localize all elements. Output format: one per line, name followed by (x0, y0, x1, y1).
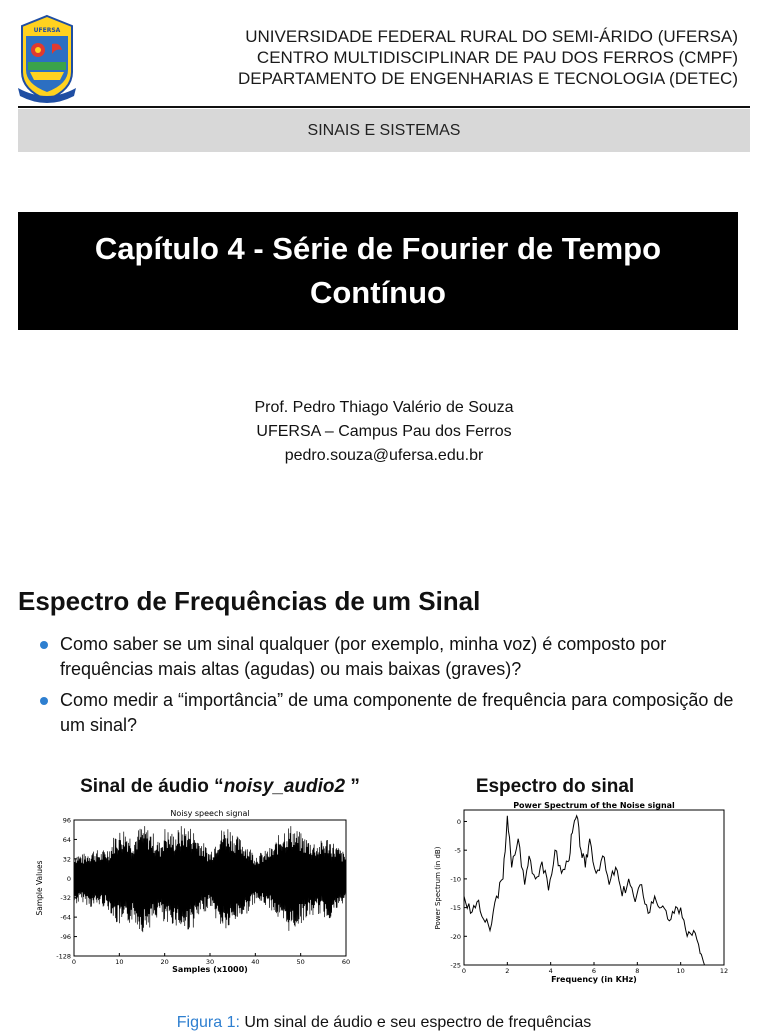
institution-line: UNIVERSIDADE FEDERAL RURAL DO SEMI-ÁRIDO (UFERSA) (245, 27, 738, 46)
figure-caption (0, 1014, 768, 1032)
x-tick-label: 60 (341, 958, 351, 966)
course-bar (18, 109, 750, 152)
figure-left-heading (30, 776, 410, 798)
institution-line: CENTRO MULTIDISCIPLINAR DE PAU DOS FERROS (CMPF) (256, 48, 738, 67)
x-tick-label: 0 (71, 958, 77, 966)
x-tick-label: 4 (548, 967, 553, 975)
y-tick-label: -10 (450, 875, 461, 884)
institution-header (238, 26, 738, 89)
x-tick-label: 8 (635, 967, 640, 975)
x-tick-label: 0 (461, 967, 467, 975)
header-divider (18, 106, 750, 108)
y-axis-label: Sample Values (35, 860, 44, 916)
ufersa-logo (16, 14, 78, 104)
x-tick-label: 30 (205, 958, 215, 966)
bullet-item (38, 632, 738, 682)
institution-line: DEPARTAMENTO DE ENGENHARIAS E TECNOLOGIA (DETEC) (237, 69, 738, 88)
caption-text: Um sinal de áudio e seu espectro de frequências (244, 1014, 592, 1031)
bullet-list (38, 632, 738, 744)
y-tick-label: -20 (450, 932, 461, 941)
logo-text: UFERSA (33, 27, 61, 34)
y-tick-label: 96 (62, 816, 71, 825)
caption-label: Figura 1: (176, 1014, 240, 1031)
chart-title: Power Spectrum of the Noise signal (513, 801, 675, 810)
chart-frame (464, 810, 724, 965)
y-tick-label: -96 (60, 933, 71, 942)
y-tick-label: -32 (60, 894, 71, 903)
x-tick-label: 40 (251, 958, 260, 966)
y-tick-label: 0 (66, 874, 71, 883)
section-heading: Espectro de Frequências de um Sinal (18, 586, 481, 616)
x-tick-label: 12 (719, 967, 729, 975)
bullet-dot-icon (40, 641, 48, 649)
y-tick-label: 64 (62, 835, 71, 844)
figure-left-heading-suffix: ” (345, 776, 360, 797)
bullet-text: Como saber se um sinal qualquer (por exemplo, minha voz) é composto por frequências mais altas (agudas) ou mais baixas (graves)? (60, 634, 667, 679)
author-affiliation: UFERSA – Campus Pau dos Ferros (256, 423, 512, 440)
figure-right-heading: Espectro do sinal (475, 776, 635, 797)
bullet-text: Como medir a “importância” de uma componente de frequência para composição de um sinal? (60, 690, 734, 735)
bullet-dot-icon (40, 697, 48, 705)
author-email: pedro.souza@ufersa.edu.br (284, 447, 484, 464)
bullet-item (38, 688, 738, 738)
x-tick-label: 10 (115, 958, 124, 966)
x-tick-label: 6 (591, 967, 597, 975)
y-tick-label: -64 (60, 913, 71, 922)
y-tick-label: -25 (450, 961, 461, 970)
author-block (0, 396, 768, 468)
spectrum-line (464, 816, 705, 965)
figure-left-heading-prefix: Sinal de áudio “ (80, 776, 224, 797)
chapter-title: Capítulo 4 - Série de Fourier de Tempo Contínuo (94, 231, 662, 310)
spectrum-chart (428, 800, 738, 986)
chapter-title-box (18, 212, 738, 330)
y-tick-label: -15 (450, 904, 461, 913)
x-tick-label: 50 (296, 958, 305, 966)
course-name: SINAIS E SISTEMAS (307, 121, 461, 139)
audio-signal-chart (30, 804, 360, 980)
waveform-line (74, 826, 346, 932)
chart-title: Noisy speech signal (170, 809, 250, 818)
x-axis-label: Frequency (in KHz) (551, 975, 637, 984)
y-tick-label: -5 (454, 846, 461, 855)
x-tick-label: 10 (676, 967, 685, 975)
x-tick-label: 20 (160, 958, 169, 966)
author-name: Prof. Pedro Thiago Valério de Souza (254, 399, 514, 416)
x-axis-label: Samples (x1000) (172, 965, 248, 974)
x-tick-label: 2 (505, 967, 510, 975)
figure-left-heading-italic: noisy_audio2 (223, 776, 346, 797)
y-axis-label: Power Spectrum (in dB) (434, 846, 442, 930)
y-tick-label: 32 (62, 855, 71, 864)
y-tick-label: -128 (56, 952, 71, 961)
y-tick-label: 0 (456, 817, 461, 826)
